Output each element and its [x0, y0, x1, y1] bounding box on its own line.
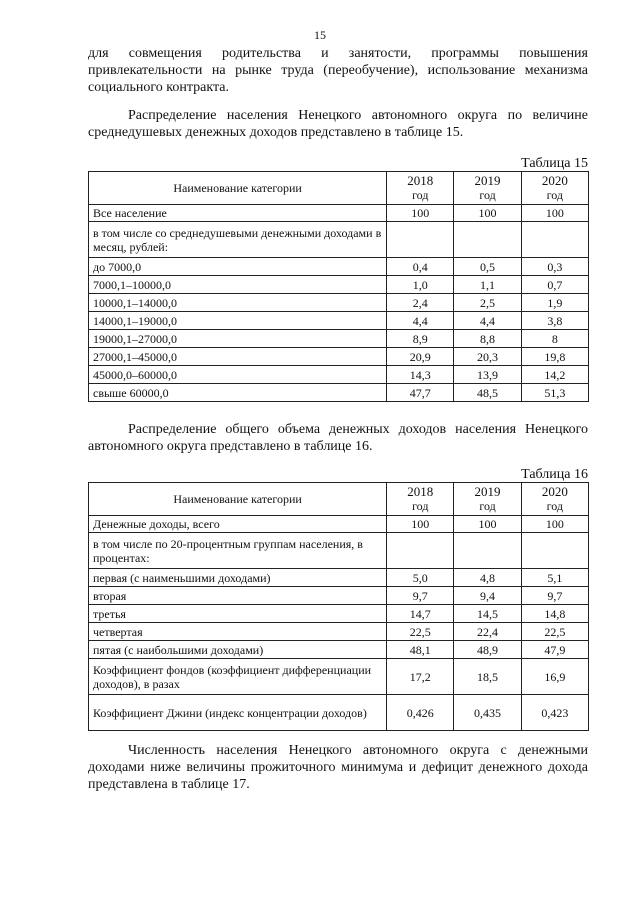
table-row: [89, 695, 589, 731]
table16-cell: 100: [387, 516, 454, 533]
paragraph-1: для совмещения родительства и занятости, программы повышения привлекательности на рынке труда (переобучение), использование механизма социального контракта.: [88, 46, 588, 95]
table15-cell: [521, 222, 588, 258]
table-row: [89, 641, 589, 659]
table15-cell: 100: [387, 205, 454, 222]
table15-row-label: 27000,1–45000,0: [89, 348, 387, 366]
table16-header-row: [89, 483, 589, 516]
table16-cell: 0,435: [454, 695, 521, 731]
table-row: [89, 587, 589, 605]
table15-row-label: Все население: [89, 205, 387, 222]
table-row: [89, 533, 589, 569]
table-row: [89, 348, 589, 366]
table15-cell: 0,4: [387, 258, 454, 276]
table15-cell: 20,9: [387, 348, 454, 366]
table15-cell: 14,2: [521, 366, 588, 384]
table16-row-label: третья: [89, 605, 387, 623]
table-row: [89, 312, 589, 330]
table15-cell: 4,4: [387, 312, 454, 330]
table16-row-label: вторая: [89, 587, 387, 605]
table16-row-label: Денежные доходы, всего: [89, 516, 387, 533]
table16-cell: [521, 533, 588, 569]
table15-cell: 47,7: [387, 384, 454, 402]
table15-row-label: до 7000,0: [89, 258, 387, 276]
table15-row-label: 19000,1–27000,0: [89, 330, 387, 348]
table15-cell: 0,5: [454, 258, 521, 276]
table15-row-label: в том числе со среднедушевыми денежными доходами в месяц, рублей:: [89, 222, 387, 258]
table16-cell: 16,9: [521, 659, 588, 695]
table16-header-2018: 2018 год: [387, 483, 454, 516]
table-row: [89, 276, 589, 294]
table16-cell: 47,9: [521, 641, 588, 659]
table16-row-label: пятая (с наибольшими доходами): [89, 641, 387, 659]
table16-row-label: Коэффициент фондов (коэффициент дифференциации доходов), в разах: [89, 659, 387, 695]
table15-cell: [454, 222, 521, 258]
page-number: 15: [314, 28, 326, 42]
table15-cell: 1,1: [454, 276, 521, 294]
table16-cell: 17,2: [387, 659, 454, 695]
table15-row-label: 14000,1–19000,0: [89, 312, 387, 330]
table15-row-label: свыше 60000,0: [89, 384, 387, 402]
table16-cell: 5,0: [387, 569, 454, 587]
paragraph-3: Распределение общего объема денежных доходов населения Ненецкого автономного округа представлено в таблице 16.: [88, 422, 588, 454]
table15-header-row: [89, 172, 589, 205]
table15-cell: 48,5: [454, 384, 521, 402]
table16-cell: 9,4: [454, 587, 521, 605]
table15-cell: 8: [521, 330, 588, 348]
table16-cell: 22,4: [454, 623, 521, 641]
paragraph-2: Распределение населения Ненецкого автономного округа по величине среднедушевых денежных доходов представлено в таблице 15.: [88, 108, 588, 140]
table-row: [89, 384, 589, 402]
table15-cell: 14,3: [387, 366, 454, 384]
table16-cell: [454, 533, 521, 569]
table15-cell: 20,3: [454, 348, 521, 366]
table16-cell: 9,7: [387, 587, 454, 605]
table16-cell: 48,9: [454, 641, 521, 659]
table15-cell: 0,3: [521, 258, 588, 276]
table16-cell: 14,5: [454, 605, 521, 623]
table-row: [89, 605, 589, 623]
table15-cell: 0,7: [521, 276, 588, 294]
table16-cell: 100: [521, 516, 588, 533]
table15-row-label: 7000,1–10000,0: [89, 276, 387, 294]
table16-cell: 14,8: [521, 605, 588, 623]
table16-header-name: Наименование категории: [89, 483, 387, 516]
table-row: [89, 659, 589, 695]
table15-cell: 100: [521, 205, 588, 222]
table15-cell: 19,8: [521, 348, 588, 366]
table-16: [88, 482, 589, 731]
table16-cell: 5,1: [521, 569, 588, 587]
table15-row-label: 45000,0–60000,0: [89, 366, 387, 384]
table-15: [88, 171, 589, 402]
table-row: [89, 258, 589, 276]
table-row: [89, 205, 589, 222]
table15-cell: 1,0: [387, 276, 454, 294]
table16-cell: 22,5: [387, 623, 454, 641]
table15-row-label: 10000,1–14000,0: [89, 294, 387, 312]
table15-caption: Таблица 15: [521, 156, 588, 171]
table15-header-2019: 2019 год: [454, 172, 521, 205]
table15-cell: [387, 222, 454, 258]
table-row: [89, 366, 589, 384]
table15-header-2018: 2018 год: [387, 172, 454, 205]
table15-cell: 100: [454, 205, 521, 222]
table-row: [89, 569, 589, 587]
table15-header-name: Наименование категории: [89, 172, 387, 205]
table16-header-2019: 2019 год: [454, 483, 521, 516]
table16-row-label: Коэффициент Джини (индекс концентрации доходов): [89, 695, 387, 731]
table15-cell: 1,9: [521, 294, 588, 312]
table15-cell: 8,9: [387, 330, 454, 348]
table16-cell: 0,426: [387, 695, 454, 731]
table16-cell: 18,5: [454, 659, 521, 695]
table15-cell: 13,9: [454, 366, 521, 384]
table16-cell: [387, 533, 454, 569]
table16-row-label: четвертая: [89, 623, 387, 641]
table16-cell: 100: [454, 516, 521, 533]
table15-cell: 2,4: [387, 294, 454, 312]
table-row: [89, 623, 589, 641]
table15-header-2020: 2020 год: [521, 172, 588, 205]
paragraph-4: Численность населения Ненецкого автономного округа с денежными доходами ниже величины прожиточного минимума и дефицит денежного дохода представлена в таблице 17.: [88, 743, 588, 792]
table-row: [89, 222, 589, 258]
table-row: [89, 516, 589, 533]
table16-header-2020: 2020 год: [521, 483, 588, 516]
table15-cell: 8,8: [454, 330, 521, 348]
table16-row-label: в том числе по 20-процентным группам населения, в процентах:: [89, 533, 387, 569]
table16-cell: 22,5: [521, 623, 588, 641]
table-row: [89, 330, 589, 348]
table16-cell: 48,1: [387, 641, 454, 659]
table15-cell: 3,8: [521, 312, 588, 330]
table-row: [89, 294, 589, 312]
table16-cell: 0,423: [521, 695, 588, 731]
table15-cell: 4,4: [454, 312, 521, 330]
table16-row-label: первая (с наименьшими доходами): [89, 569, 387, 587]
table16-cell: 14,7: [387, 605, 454, 623]
table15-cell: 2,5: [454, 294, 521, 312]
table16-cell: 4,8: [454, 569, 521, 587]
table15-cell: 51,3: [521, 384, 588, 402]
table16-caption: Таблица 16: [521, 467, 588, 482]
table16-cell: 9,7: [521, 587, 588, 605]
